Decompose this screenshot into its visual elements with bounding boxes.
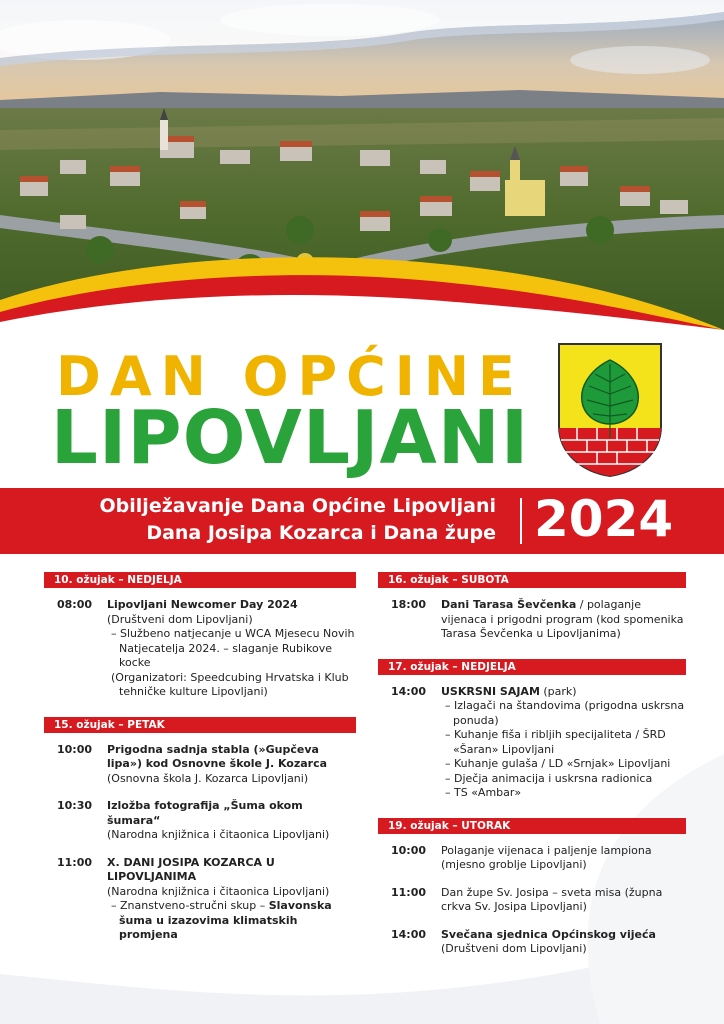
schedule-column-left [44, 572, 356, 960]
schedule-event [44, 598, 356, 700]
schedule-event [44, 743, 356, 787]
event-line-text: Prigodna sadnja stabla (»Gupčeva lipa») kod Osnovne škole J. Kozarca [107, 742, 328, 770]
event-line [441, 928, 686, 943]
event-line-text: Polaganje vijenaca i paljenje lampiona (mjesno groblje Lipovljani) [441, 843, 652, 871]
event-line-detail: (park) [539, 684, 577, 698]
event-line [441, 886, 686, 915]
aerial-village-photo [0, 0, 724, 330]
schedule-event [378, 844, 686, 873]
event-description [107, 799, 356, 843]
schedule-event [378, 598, 686, 642]
title-line-2: LIPOVLJANI [50, 395, 530, 481]
event-line-text: Dani Tarasa Ševčenka [441, 598, 577, 611]
event-description [441, 844, 686, 873]
event-time: 10:30 [57, 799, 93, 812]
event-line [107, 899, 356, 943]
event-time: 10:00 [57, 742, 93, 756]
event-line [107, 598, 356, 613]
coat-of-arms-icon [557, 342, 663, 478]
event-time: 11:00 [57, 855, 93, 869]
event-description [441, 928, 686, 957]
event-line-text: (Društveni dom Lipovljani) [441, 942, 587, 955]
event-line-text: – Službeno natjecanje u WCA Mjesecu Novih Natjecatelja 2024. – slaganje Rubikove kocke [111, 627, 355, 669]
schedule-event [378, 928, 686, 957]
event-line-detail: / polaganje vijenaca i prigodni program (kod spomenika Tarasa Ševčenka u Lipovljanima) [441, 598, 684, 640]
event-line [441, 844, 686, 873]
event-line-text: Dan župe Sv. Josipa – sveta misa (župna crkva Sv. Josipa Lipovljani) [441, 885, 663, 913]
event-description [441, 886, 686, 915]
schedule-column-right [378, 572, 686, 974]
event-line-text: X. DANI JOSIPA KOZARCA U LIPOVLJANIMA [107, 855, 275, 883]
event-description [107, 856, 356, 943]
event-description [107, 743, 356, 787]
event-line-text: – Znanstveno-stručni skup – [111, 899, 269, 912]
day-heading: 17. ožujak – NEDJELJA [378, 659, 686, 675]
event-line [107, 671, 356, 700]
schedule-event [44, 799, 356, 843]
event-line-text: – Dječja animacija i uskrsna radionica [445, 771, 653, 785]
event-line [441, 699, 686, 728]
banner-year: 2024 [534, 490, 674, 548]
event-line-text: (Narodna knjižnica i čitaonica Lipovljani) [107, 828, 330, 841]
event-line [107, 828, 356, 843]
event-line [441, 786, 686, 801]
event-description [441, 685, 686, 801]
event-line [441, 772, 686, 787]
event-line-text: (Organizatori: Speedcubing Hrvatska i Klub tehničke kulture Lipovljani) [111, 670, 349, 698]
event-line-text: (Društveni dom Lipovljani) [107, 612, 253, 626]
day-spacer [378, 970, 686, 974]
event-line [441, 942, 686, 957]
event-line-text: – Izlagači na štandovima (prigodna uskrsna ponuda) [445, 699, 685, 727]
event-line [107, 743, 356, 772]
event-line-text: Svečana sjednica Općinskog vijeća [441, 927, 656, 941]
event-time: 10:00 [391, 843, 427, 857]
schedule-event [44, 856, 356, 943]
event-line [441, 685, 686, 700]
schedule-event [378, 886, 686, 915]
title-banner [0, 488, 724, 554]
banner-subtitle-line-2: Dana Josipa Kozarca i Dana župe [146, 522, 496, 544]
day-heading: 10. ožujak – NEDJELJA [44, 572, 356, 588]
banner-divider [520, 498, 522, 544]
title-line-1: DAN OPĆINE [56, 345, 524, 408]
event-line-text: – Kuhanje gulaša / LD «Srnjak» Lipovljani [445, 757, 671, 770]
day-spacer [44, 956, 356, 960]
event-line [107, 856, 356, 885]
event-line-text: (Osnovna škola J. Kozarca Lipovljani) [107, 771, 309, 785]
event-line [107, 613, 356, 628]
event-line [107, 799, 356, 828]
event-line [107, 885, 356, 900]
event-line [441, 757, 686, 772]
event-time: 18:00 [391, 598, 427, 611]
event-line [107, 772, 356, 787]
banner-subtitle-line-1: Obilježavanje Dana Općine Lipovljani [99, 495, 496, 517]
event-line-text: – Kuhanje fiša i ribljih specijaliteta / ŠRD «Šaran» Lipovljani [445, 728, 666, 756]
day-heading: 16. ožujak – SUBOTA [378, 572, 686, 588]
event-time: 14:00 [391, 684, 427, 698]
event-line [441, 728, 686, 757]
event-time: 08:00 [57, 598, 93, 611]
event-description [107, 598, 356, 700]
event-line-text: USKRSNI SAJAM [441, 684, 540, 698]
event-line [107, 627, 356, 671]
event-line-text: (Narodna knjižnica i čitaonica Lipovljani) [107, 884, 330, 898]
event-description [441, 598, 686, 642]
event-time: 11:00 [391, 885, 427, 899]
event-line-text: Lipovljani Newcomer Day 2024 [107, 598, 298, 611]
event-line-text: – TS «Ambar» [445, 786, 522, 799]
event-line-text: Izložba fotografija „Šuma okom šumara“ [107, 799, 303, 827]
day-heading: 19. ožujak – UTORAK [378, 818, 686, 834]
event-line-highlight: Slavonska šuma u izazovima klimatskih promjena [119, 899, 332, 941]
schedule-event [378, 685, 686, 801]
event-time: 14:00 [391, 927, 427, 941]
event-line [441, 598, 686, 642]
day-heading: 15. ožujak – PETAK [44, 717, 356, 733]
